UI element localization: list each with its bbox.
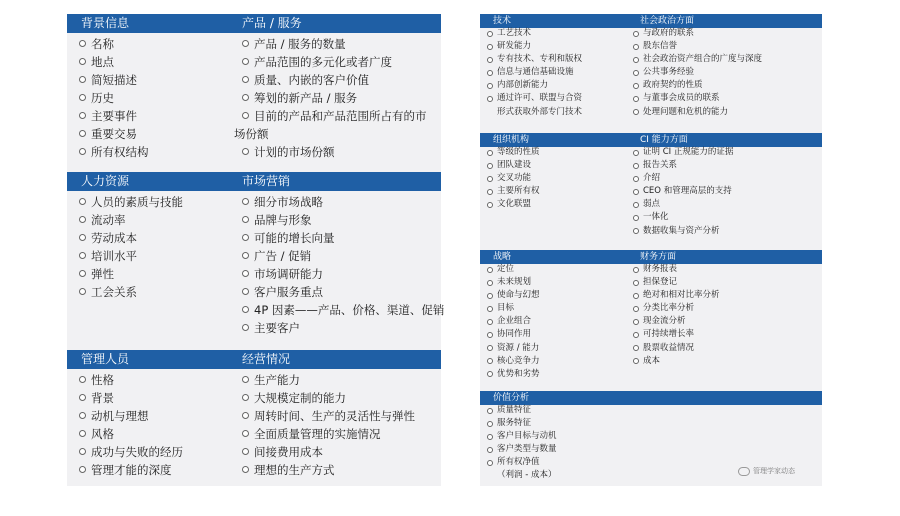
item-text: 现金流分析	[643, 316, 686, 327]
section-header	[67, 14, 441, 33]
bullet-icon	[79, 40, 86, 47]
bullet-icon	[487, 70, 493, 76]
bullet-icon	[242, 430, 249, 437]
list-item	[240, 71, 439, 89]
list-item	[632, 159, 733, 172]
item-text: 4P 因素——产品、价格、渠道、促销	[254, 303, 445, 317]
list-item	[486, 328, 540, 341]
section-title: CI 能力方面	[640, 135, 688, 145]
list-item	[240, 211, 439, 229]
list-item	[486, 404, 557, 417]
item-text: 股票收益情况	[643, 342, 695, 353]
item-text: 动机与理想	[91, 409, 149, 423]
item-text: 培训水平	[91, 249, 137, 263]
wechat-icon	[738, 467, 750, 476]
item-text: 等级的性质	[497, 147, 540, 157]
item-text: 分类比率分析	[643, 303, 695, 314]
bullet-icon	[633, 44, 639, 50]
item-text: 形式获取外部专门技术	[497, 106, 583, 117]
item-text: 主要客户	[254, 321, 300, 335]
bullet-icon	[633, 109, 639, 115]
item-text: 文化联盟	[497, 199, 532, 210]
bullet-icon	[242, 252, 249, 259]
list-item	[240, 443, 439, 461]
list-item	[632, 79, 762, 92]
bullet-icon	[79, 448, 86, 455]
list-item	[486, 159, 540, 172]
section-title: 战略	[493, 252, 512, 262]
bullet-icon	[79, 234, 86, 241]
bullet-icon	[633, 293, 639, 299]
bullet-icon	[79, 130, 86, 137]
item-text: 细分市场战略	[254, 195, 323, 209]
item-text: 未来规划	[497, 277, 532, 288]
list-item	[486, 198, 540, 211]
item-text: 流动率	[91, 213, 126, 227]
item-text: 场份额	[234, 127, 269, 141]
item-text: 团队建设	[497, 160, 532, 171]
item-text: 历史	[91, 91, 114, 105]
list-item	[632, 211, 733, 224]
item-text: 周转时间、生产的灵活性与弹性	[254, 409, 415, 423]
bullet-icon	[242, 198, 249, 205]
list-item	[486, 289, 540, 302]
item-text: 大规模定制的能力	[254, 391, 346, 405]
list-item	[240, 425, 439, 443]
item-text: 一体化	[643, 212, 669, 223]
bullet-icon	[79, 216, 86, 223]
item-text: 名称	[91, 37, 114, 51]
watermark-text: 管理学家动态	[753, 467, 795, 475]
bullet-icon	[487, 44, 493, 50]
bullet-icon	[633, 345, 639, 351]
bullet-icon	[633, 163, 639, 169]
list-item	[632, 302, 720, 315]
item-text: 社会政治资产组合的广度与深度	[643, 54, 763, 65]
section-title: 人力资源	[81, 174, 130, 188]
list-item	[632, 40, 762, 53]
list-item	[240, 107, 439, 125]
item-text: 客户目标与动机	[497, 431, 557, 442]
item-text: 重要交易	[91, 127, 137, 141]
list-item	[486, 66, 582, 79]
bullet-icon	[633, 202, 639, 208]
list-item	[240, 247, 439, 265]
left-column	[486, 263, 540, 381]
list-item	[632, 146, 733, 159]
list-item	[632, 198, 733, 211]
item-text: 弱点	[643, 199, 661, 210]
list-item	[632, 172, 733, 185]
item-text: 定位	[497, 264, 515, 274]
item-text: 可持续增长率	[643, 329, 695, 340]
bullet-icon	[487, 280, 493, 286]
left-column	[486, 27, 582, 119]
item-text: 性格	[91, 373, 114, 387]
section-title: 产品 / 服务	[242, 16, 302, 30]
bullet-icon	[633, 280, 639, 286]
list-item	[240, 265, 439, 283]
bullet-icon	[79, 270, 86, 277]
item-text: 所有权结构	[91, 145, 149, 159]
list-item	[632, 225, 733, 238]
bullet-icon	[487, 408, 493, 414]
list-item	[632, 342, 720, 355]
item-text: 主要所有权	[497, 186, 540, 197]
section-header	[480, 14, 822, 28]
section-title: 社会政治方面	[640, 16, 695, 26]
list-item	[240, 389, 439, 407]
bullet-icon	[487, 319, 493, 325]
bullet-icon	[633, 57, 639, 63]
list-item	[632, 289, 720, 302]
bullet-icon	[487, 293, 493, 299]
item-text: 工艺技术	[497, 28, 532, 38]
list-item	[632, 185, 733, 198]
bullet-icon	[79, 466, 86, 473]
section-header	[67, 172, 441, 191]
list-item	[240, 53, 439, 71]
bullet-icon	[242, 112, 249, 119]
bullet-icon	[487, 163, 493, 169]
right-info-table	[480, 14, 822, 486]
bullet-icon	[242, 376, 249, 383]
section-title: 管理人员	[81, 352, 130, 366]
bullet-icon	[79, 94, 86, 101]
bullet-icon	[242, 40, 249, 47]
item-text: 风格	[91, 427, 114, 441]
bullet-icon	[242, 76, 249, 83]
bullet-icon	[487, 176, 493, 182]
item-text: 内部创新能力	[497, 80, 549, 91]
list-item	[486, 368, 540, 381]
left-column	[486, 146, 540, 211]
list-item	[486, 302, 540, 315]
item-text: 资源 / 能力	[497, 342, 540, 353]
item-text: 专有技术、专利和版权	[497, 54, 583, 65]
item-text: 使命与幻想	[497, 290, 540, 301]
bullet-icon	[633, 358, 639, 364]
bullet-icon	[487, 57, 493, 63]
list-item	[486, 342, 540, 355]
item-text: 成本	[643, 355, 661, 366]
item-text: 股东信誉	[643, 41, 678, 52]
list-item	[240, 283, 439, 301]
bullet-icon	[633, 306, 639, 312]
item-text: 市场调研能力	[254, 267, 323, 281]
bullet-icon	[242, 58, 249, 65]
list-item	[240, 193, 439, 211]
item-text: 介绍	[643, 173, 661, 184]
item-text: 政府契约的性质	[643, 80, 703, 91]
section-title: 市场营销	[242, 174, 291, 188]
item-text: 生产能力	[254, 373, 300, 387]
item-text: 产品 / 服务的数量	[254, 37, 346, 51]
item-text: 劳动成本	[91, 231, 137, 245]
item-text: 与董事会成员的联系	[643, 93, 720, 104]
item-text: 背景	[91, 391, 114, 405]
list-item	[240, 319, 439, 337]
list-item	[234, 125, 439, 143]
item-text: 弹性	[91, 267, 114, 281]
bullet-icon	[487, 189, 493, 195]
right-column	[632, 263, 720, 368]
bullet-icon	[633, 228, 639, 234]
item-text: 通过许可、联盟与合资	[497, 93, 583, 104]
item-text: 目前的产品和产品范围所占有的市	[254, 109, 427, 123]
item-text: 人员的素质与技能	[91, 195, 183, 209]
right-column	[234, 35, 439, 161]
item-text: 交叉功能	[497, 173, 532, 184]
list-item	[240, 89, 439, 107]
item-text: 与政府的联系	[643, 28, 695, 38]
section-header	[480, 250, 822, 264]
list-item	[632, 53, 762, 66]
list-item	[486, 263, 540, 276]
left-column	[486, 404, 557, 483]
item-text: 证明 CI 正规能力的证据	[643, 147, 734, 157]
bullet-icon	[633, 332, 639, 338]
bullet-icon	[242, 466, 249, 473]
list-item	[486, 40, 582, 53]
bullet-icon	[79, 112, 86, 119]
item-text: 财务报表	[643, 264, 678, 274]
bullet-icon	[633, 31, 639, 37]
bullet-icon	[242, 306, 249, 313]
list-item	[632, 355, 720, 368]
item-text: 理想的生产方式	[254, 463, 335, 477]
bullet-icon	[633, 215, 639, 221]
section-header	[480, 133, 822, 147]
list-item	[632, 315, 720, 328]
item-text: （利润 - 成本）	[497, 470, 557, 481]
bullet-icon	[242, 288, 249, 295]
section-title: 组织机构	[493, 135, 530, 145]
list-item	[486, 469, 557, 482]
item-text: 信息与通信基础设施	[497, 67, 574, 78]
item-text: 品牌与形象	[254, 213, 312, 227]
bullet-icon	[79, 412, 86, 419]
item-text: 处理问题和危机的能力	[643, 106, 729, 117]
item-text: 全面质量管理的实施情况	[254, 427, 381, 441]
bullet-icon	[487, 332, 493, 338]
bullet-icon	[242, 94, 249, 101]
item-text: CEO 和管理高层的支持	[643, 186, 732, 197]
bullet-icon	[487, 358, 493, 364]
bullet-icon	[487, 434, 493, 440]
bullet-icon	[79, 288, 86, 295]
bullet-icon	[633, 70, 639, 76]
item-text: 绝对和相对比率分析	[643, 290, 720, 301]
bullet-icon	[487, 421, 493, 427]
bullet-icon	[487, 31, 493, 37]
bullet-icon	[242, 412, 249, 419]
bullet-icon	[79, 58, 86, 65]
left-info-table	[67, 14, 445, 486]
item-text: 简短描述	[91, 73, 137, 87]
bullet-icon	[633, 83, 639, 89]
item-text: 质量、内嵌的客户价值	[254, 73, 369, 87]
bullet-icon	[79, 76, 86, 83]
item-text: 所有权净值	[497, 457, 540, 468]
section-header	[480, 391, 822, 405]
bullet-icon	[633, 189, 639, 195]
bullet-icon	[633, 176, 639, 182]
bullet-icon	[242, 324, 249, 331]
item-text: 报告关系	[643, 160, 678, 171]
bullet-icon	[79, 430, 86, 437]
list-item	[486, 27, 582, 40]
item-text: 数据收集与资产分析	[643, 225, 720, 236]
bullet-icon	[487, 83, 493, 89]
list-item	[486, 276, 540, 289]
list-item	[240, 461, 439, 479]
section-title: 技术	[493, 16, 512, 26]
item-text: 公共事务经验	[643, 67, 695, 78]
bullet-icon	[487, 202, 493, 208]
bullet-icon	[487, 267, 493, 273]
bullet-icon	[242, 448, 249, 455]
item-text: 产品范围的多元化或者广度	[254, 55, 392, 69]
list-item	[486, 355, 540, 368]
list-item	[486, 53, 582, 66]
right-column	[240, 371, 439, 479]
bullet-icon	[242, 270, 249, 277]
bullet-icon	[79, 148, 86, 155]
list-item	[486, 417, 557, 430]
item-text: 研发能力	[497, 41, 532, 52]
list-item	[632, 27, 762, 40]
bullet-icon	[487, 150, 493, 156]
section-title: 经营情况	[242, 352, 291, 366]
list-item	[486, 315, 540, 328]
item-text: 广告 / 促销	[254, 249, 312, 263]
bullet-icon	[79, 376, 86, 383]
item-text: 优势和劣势	[497, 368, 540, 379]
list-item	[632, 276, 720, 289]
item-text: 协同作用	[497, 329, 532, 340]
list-item	[240, 143, 439, 161]
list-item	[632, 263, 720, 276]
item-text: 质量特征	[497, 405, 532, 415]
list-item	[240, 371, 439, 389]
list-item	[486, 146, 540, 159]
item-text: 企业组合	[497, 316, 532, 327]
item-text: 担保登记	[643, 277, 678, 288]
section-title: 财务方面	[640, 252, 677, 262]
item-text: 地点	[91, 55, 114, 69]
list-item	[240, 301, 445, 319]
list-item	[486, 79, 582, 92]
item-text: 成功与失败的经历	[91, 445, 183, 459]
list-item	[486, 106, 582, 119]
list-item	[240, 407, 439, 425]
list-item	[632, 328, 720, 341]
bullet-icon	[487, 306, 493, 312]
bullet-icon	[487, 460, 493, 466]
item-text: 筹划的新产品 / 服务	[254, 91, 358, 105]
item-text: 工会关系	[91, 285, 137, 299]
bullet-icon	[79, 394, 86, 401]
section-header	[67, 350, 441, 369]
item-text: 间接费用成本	[254, 445, 323, 459]
item-text: 核心竞争力	[497, 355, 540, 366]
bullet-icon	[633, 267, 639, 273]
right-column	[632, 146, 733, 238]
list-item	[240, 229, 439, 247]
section-title: 价值分析	[493, 393, 530, 403]
bullet-icon	[79, 198, 86, 205]
list-item	[240, 35, 439, 53]
list-item	[486, 172, 540, 185]
item-text: 主要事件	[91, 109, 137, 123]
bullet-icon	[487, 345, 493, 351]
bullet-icon	[633, 96, 639, 102]
list-item	[486, 430, 557, 443]
section-title: 背景信息	[81, 16, 130, 30]
list-item	[632, 66, 762, 79]
item-text: 可能的增长向量	[254, 231, 335, 245]
right-column	[240, 193, 445, 337]
bullet-icon	[487, 371, 493, 377]
item-text: 目标	[497, 303, 515, 314]
bullet-icon	[633, 319, 639, 325]
item-text: 管理才能的深度	[91, 463, 172, 477]
right-column	[632, 27, 762, 119]
watermark	[738, 466, 795, 476]
item-text: 客户类型与数量	[497, 444, 557, 455]
bullet-icon	[633, 150, 639, 156]
item-text: 计划的市场份额	[254, 145, 335, 159]
bullet-icon	[79, 252, 86, 259]
item-text: 客户服务重点	[254, 285, 323, 299]
bullet-icon	[242, 234, 249, 241]
bullet-icon	[242, 216, 249, 223]
bullet-icon	[242, 148, 249, 155]
list-item	[632, 92, 762, 105]
item-text: 服务特征	[497, 418, 532, 429]
list-item	[486, 456, 557, 469]
bullet-icon	[487, 447, 493, 453]
list-item	[486, 443, 557, 456]
list-item	[486, 92, 582, 105]
bullet-icon	[487, 96, 493, 102]
list-item	[632, 106, 762, 119]
bullet-icon	[242, 394, 249, 401]
list-item	[486, 185, 540, 198]
